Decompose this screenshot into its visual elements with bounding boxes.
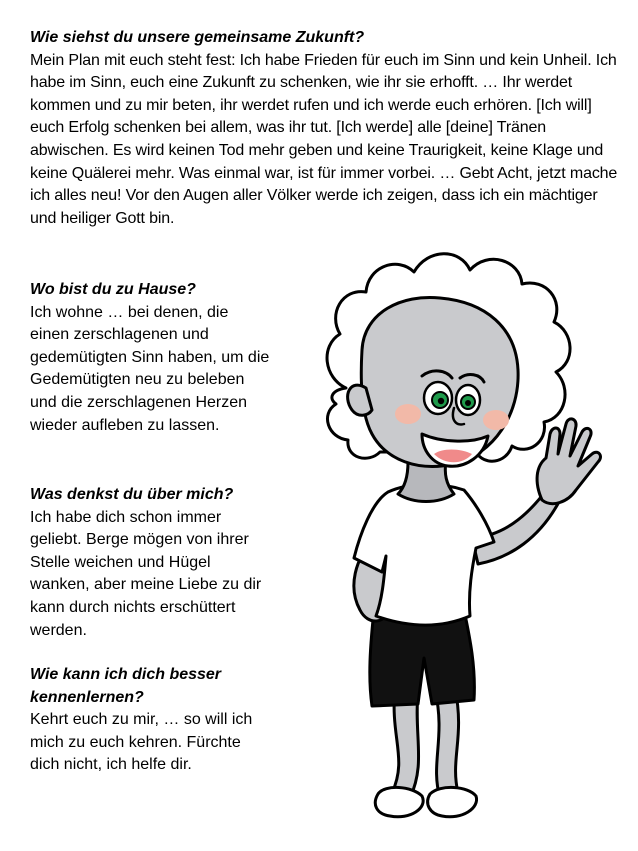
question-heading: Wie siehst du unsere gemeinsame Zukunft? <box>30 29 365 46</box>
answer-text: Mein Plan mit euch steht fest: Ich habe Frieden für euch im Sinn und kein Unheil. Ich habe im Sinn, euch eine Zukunft zu schenken, wie ihr sie erhofft. … Ihr werdet kommen und zu mir beten, ihr werdet rufen und ich werde euch erhören. [Ich will] euch Erfolg schenken bei allem, was ihr tut. [Ich werde] alle [deine] Tränen abwischen. Es wird keinen Tod mehr geben und keine Traurigkeit, keine Klage und keine Quälerei mehr. Was einmal war, ist für immer vorbei. … Gebt Acht, jetzt mache ich alles neu! Vor den Augen aller Völker werde ich zeigen, dass ich ein mächtiger und heiliger Gott bin. <box>30 51 618 227</box>
right-cheek <box>483 410 509 430</box>
section-about-me <box>30 484 270 642</box>
right-shoe <box>428 787 477 816</box>
left-shoe <box>375 787 423 816</box>
question-heading: Wo bist du zu Hause? <box>30 281 196 298</box>
question-heading: Was denkst du über mich? <box>30 486 234 503</box>
answer-text: Kehrt euch zu mir, … so will ich mich zu euch kehren. Fürchte dich nicht, ich helfe dir. <box>30 711 253 774</box>
section-future <box>30 27 618 230</box>
section-home <box>30 279 270 437</box>
left-cheek <box>395 404 421 424</box>
question-heading: Wie kann ich dich besser kennenlernen? <box>30 666 222 706</box>
waving-cartoon-person-illustration <box>290 238 630 838</box>
answer-text: Ich habe dich schon immer geliebt. Berge mögen von ihrer Stelle weichen und Hügel wanken, aber meine Liebe zu dir kann durch nichts erschüttert werden. <box>30 508 262 639</box>
section-get-to-know <box>30 664 270 777</box>
waving-hand <box>537 419 600 504</box>
answer-text: Ich wohne … bei denen, die einen zerschlagenen und gedemütigten Sinn haben, um die Gedemütigten neu zu beleben und die zerschlagenen Herzen wieder aufleben zu lassen. <box>30 303 270 434</box>
